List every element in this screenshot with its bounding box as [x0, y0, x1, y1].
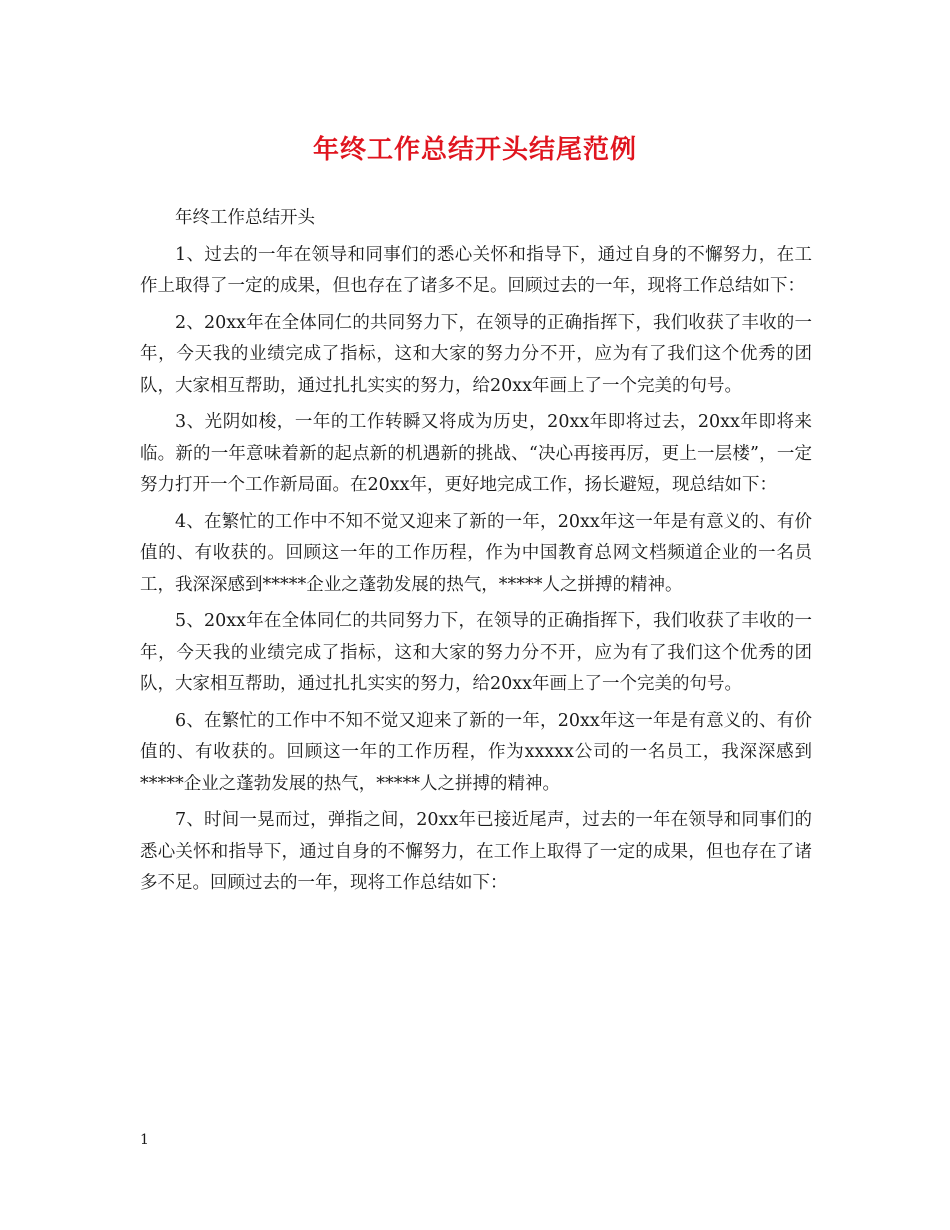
paragraph-6: 6、在繁忙的工作中不知不觉又迎来了新的一年，20xx年这一年是有意义的、有价值的、有收获的。回顾这一年的工作历程，作为xxxxx公司的一名员工，我深深感到*****企业之蓬勃发展的热气，*****人之拼搏的精神。: [140, 710, 812, 794]
paragraph-5: 5、20xx年在全体同仁的共同努力下，在领导的正确指挥下，我们收获了丰收的一年，今天我的业绩完成了指标，这和大家的努力分不开，应为有了我们这个优秀的团队，大家相互帮助，通过扎扎实实的努力，给20xx年画上了一个完美的句号。: [140, 611, 812, 694]
document-title: 年终工作总结开头结尾范例: [312, 135, 637, 165]
document-body: [140, 203, 812, 905]
page-number: 1: [140, 1132, 149, 1148]
paragraph-7: 7、时间一晃而过，弹指之间，20xx年已接近尾声，过去的一年在领导和同事们的悉心关怀和指导下，通过自身的不懈努力，在工作上取得了一定的成果，但也存在了诸多不足。回顾过去的一年，现将工作总结如下：: [140, 810, 812, 893]
paragraph-2: 2、20xx年在全体同仁的共同努力下，在领导的正确指挥下，我们收获了丰收的一年，今天我的业绩完成了指标，这和大家的努力分不开，应为有了我们这个优秀的团队，大家相互帮助，通过扎扎实实的努力，给20xx年画上了一个完美的句号。: [140, 312, 812, 396]
section-heading: 年终工作总结开头: [175, 208, 315, 228]
paragraph-1: 1、过去的一年在领导和同事们的悉心关怀和指导下，通过自身的不懈努力，在工作上取得了一定的成果，但也存在了诸多不足。回顾过去的一年，现将工作总结如下：: [140, 244, 812, 296]
paragraph-3: 3、光阴如梭，一年的工作转瞬又将成为历史，20xx年即将过去，20xx年即将来临。新的一年意味着新的起点新的机遇新的挑战、“决心再接再厉，更上一层楼”，一定努力打开一个工作新局面。在20xx年，更好地完成工作，扬长避短，现总结如下：: [140, 412, 812, 495]
paragraph-4: 4、在繁忙的工作中不知不觉又迎来了新的一年，20xx年这一年是有意义的、有价值的、有收获的。回顾这一年的工作历程，作为中国教育总网文档频道企业的一名员工，我深深感到*****企业之蓬勃发展的热气，*****人之拼搏的精神。: [140, 511, 812, 595]
